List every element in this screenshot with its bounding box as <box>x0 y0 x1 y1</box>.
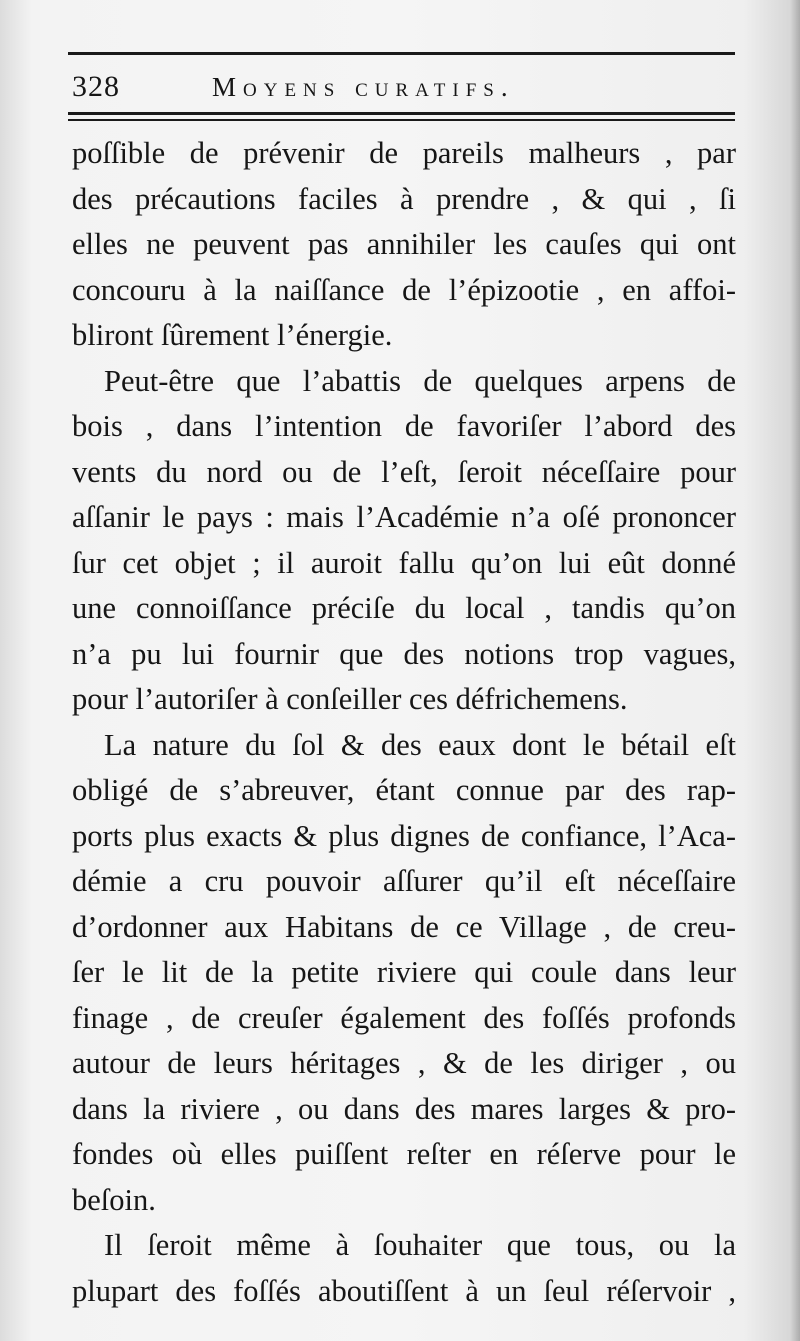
text-line: poſſible de prévenir de pareils malheurs , par <box>72 136 736 170</box>
text-line: plupart des foſſés aboutiſſent à un ſeul réſervoir , <box>72 1273 736 1308</box>
text-line: d’ordonner aux Habitans de ce Village , de creu- <box>72 909 736 944</box>
text-line: ports plus exacts & plus dignes de confiance, l’Aca- <box>72 818 736 853</box>
text-line: vents du nord ou de l’eſt, ſeroit néceſſaire pour <box>72 454 736 489</box>
running-head: Moyens curatifs. <box>212 72 515 102</box>
page-number: 328 <box>72 70 120 103</box>
text-line: autour de leurs héritages , & de les diriger , ou <box>72 1046 736 1080</box>
text-line: fondes où elles puiſſent reſter en réſerve pour le <box>72 1137 736 1171</box>
header-rule-top <box>68 52 735 55</box>
text-line: pour l’autoriſer à conſeiller ces défrichemens. <box>72 682 628 716</box>
text-line: Peut-être que l’abattis de quelques arpens de <box>104 363 736 398</box>
text-line: ſer le lit de la petite riviere qui coule dans leur <box>72 955 736 989</box>
text-line: dans la riviere , ou dans des mares larges & pro- <box>72 1091 736 1126</box>
page-edge-shadow <box>790 0 800 1341</box>
text-line: obligé de s’abreuver, étant connue par des rap- <box>72 773 736 807</box>
text-line: Il ſeroit même à ſouhaiter que tous, ou la <box>104 1228 736 1262</box>
text-line: démie a cru pouvoir aſſurer qu’il eſt néceſſaire <box>72 864 736 898</box>
header-rule-bottom <box>68 112 735 115</box>
body-text <box>72 131 736 1314</box>
text-line: bliront ſûrement l’énergie. <box>72 318 393 352</box>
text-line: n’a pu lui fournir que des notions trop vagues, <box>72 636 736 671</box>
text-line: finage , de creuſer également des foſſés profonds <box>72 1000 736 1035</box>
text-line: beſoin. <box>72 1182 156 1217</box>
text-line: bois , dans l’intention de favoriſer l’abord des <box>72 409 736 443</box>
text-line: des précautions faciles à prendre , & qui , ſi <box>72 181 736 216</box>
text-line: une connoiſſance préciſe du local , tandis qu’on <box>72 591 736 625</box>
header-rule-bottom-thin <box>68 119 735 121</box>
text-line: concouru à la naiſſance de l’épizootie , en affoi- <box>72 272 736 307</box>
page-header <box>72 70 732 110</box>
text-line: aſſanir le pays : mais l’Académie n’a oſé prononcer <box>72 500 736 534</box>
text-line: ſur cet objet ; il auroit fallu qu’on lui eût donné <box>72 545 736 580</box>
text-line: elles ne peuvent pas annihiler les cauſes qui ont <box>72 227 736 261</box>
text-line: La nature du ſol & des eaux dont le bétail eſt <box>104 727 736 762</box>
